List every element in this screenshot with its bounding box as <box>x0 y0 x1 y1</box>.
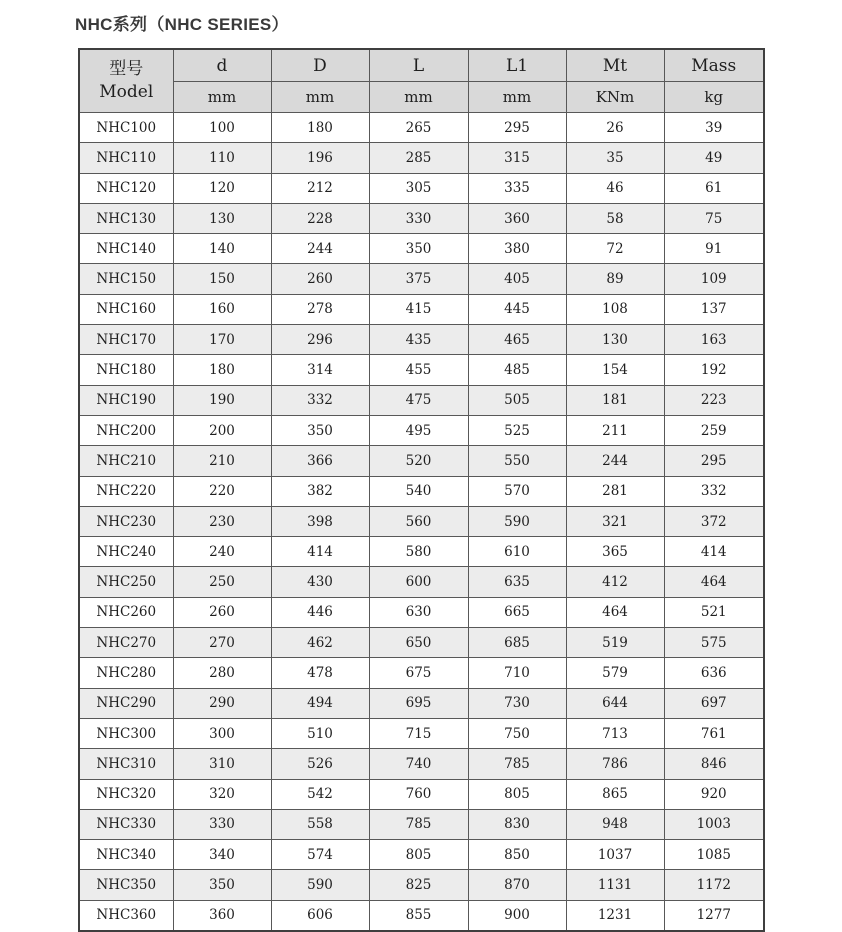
value-cell: 212 <box>271 173 369 203</box>
table-row <box>79 658 764 688</box>
value-cell: 570 <box>468 476 566 506</box>
value-cell: 761 <box>664 718 764 748</box>
col-unit-Mt: KNm <box>566 82 664 113</box>
value-cell: 630 <box>369 597 468 627</box>
value-cell: 430 <box>271 567 369 597</box>
table-row <box>79 597 764 627</box>
value-cell: 865 <box>566 779 664 809</box>
value-cell: 475 <box>369 385 468 415</box>
value-cell: 58 <box>566 203 664 233</box>
value-cell: 244 <box>271 234 369 264</box>
model-cell: NHC250 <box>79 567 173 597</box>
value-cell: 415 <box>369 294 468 324</box>
model-cell: NHC220 <box>79 476 173 506</box>
value-cell: 414 <box>664 537 764 567</box>
value-cell: 305 <box>369 173 468 203</box>
value-cell: 310 <box>173 749 271 779</box>
value-cell: 285 <box>369 143 468 173</box>
value-cell: 350 <box>173 870 271 900</box>
value-cell: 192 <box>664 355 764 385</box>
value-cell: 350 <box>369 234 468 264</box>
value-cell: 412 <box>566 567 664 597</box>
value-cell: 478 <box>271 658 369 688</box>
value-cell: 365 <box>566 537 664 567</box>
value-cell: 590 <box>468 506 566 536</box>
table-row <box>79 294 764 324</box>
value-cell: 464 <box>566 597 664 627</box>
value-cell: 521 <box>664 597 764 627</box>
value-cell: 435 <box>369 325 468 355</box>
value-cell: 446 <box>271 597 369 627</box>
model-cell: NHC100 <box>79 113 173 143</box>
value-cell: 405 <box>468 264 566 294</box>
value-cell: 1037 <box>566 840 664 870</box>
value-cell: 675 <box>369 658 468 688</box>
model-cell: NHC140 <box>79 234 173 264</box>
table-row <box>79 809 764 839</box>
header-unit-row <box>79 82 764 113</box>
table-row <box>79 264 764 294</box>
value-cell: 330 <box>173 809 271 839</box>
col-unit-d: mm <box>173 82 271 113</box>
value-cell: 315 <box>468 143 566 173</box>
value-cell: 1085 <box>664 840 764 870</box>
value-cell: 350 <box>271 415 369 445</box>
value-cell: 695 <box>369 688 468 718</box>
value-cell: 785 <box>369 809 468 839</box>
table-row <box>79 476 764 506</box>
value-cell: 210 <box>173 446 271 476</box>
value-cell: 330 <box>369 203 468 233</box>
value-cell: 91 <box>664 234 764 264</box>
value-cell: 332 <box>271 385 369 415</box>
value-cell: 665 <box>468 597 566 627</box>
table-row <box>79 385 764 415</box>
model-cell: NHC270 <box>79 628 173 658</box>
value-cell: 296 <box>271 325 369 355</box>
value-cell: 855 <box>369 900 468 931</box>
table-row <box>79 628 764 658</box>
value-cell: 290 <box>173 688 271 718</box>
value-cell: 137 <box>664 294 764 324</box>
value-cell: 380 <box>468 234 566 264</box>
value-cell: 505 <box>468 385 566 415</box>
value-cell: 464 <box>664 567 764 597</box>
value-cell: 575 <box>664 628 764 658</box>
value-cell: 250 <box>173 567 271 597</box>
value-cell: 180 <box>173 355 271 385</box>
model-cell: NHC230 <box>79 506 173 536</box>
col-unit-Mass: kg <box>664 82 764 113</box>
value-cell: 130 <box>173 203 271 233</box>
value-cell: 270 <box>173 628 271 658</box>
value-cell: 560 <box>369 506 468 536</box>
table-row <box>79 718 764 748</box>
value-cell: 360 <box>173 900 271 931</box>
value-cell: 228 <box>271 203 369 233</box>
table-row <box>79 749 764 779</box>
value-cell: 1131 <box>566 870 664 900</box>
value-cell: 760 <box>369 779 468 809</box>
col-header-Mt: Mt <box>566 49 664 82</box>
model-header-en: Model <box>99 82 154 102</box>
value-cell: 805 <box>468 779 566 809</box>
value-cell: 130 <box>566 325 664 355</box>
value-cell: 260 <box>173 597 271 627</box>
value-cell: 211 <box>566 415 664 445</box>
value-cell: 825 <box>369 870 468 900</box>
model-cell: NHC160 <box>79 294 173 324</box>
model-cell: NHC330 <box>79 809 173 839</box>
value-cell: 110 <box>173 143 271 173</box>
value-cell: 295 <box>664 446 764 476</box>
value-cell: 455 <box>369 355 468 385</box>
table-row <box>79 688 764 718</box>
value-cell: 100 <box>173 113 271 143</box>
value-cell: 713 <box>566 718 664 748</box>
table-row <box>79 537 764 567</box>
table-row <box>79 203 764 233</box>
value-cell: 740 <box>369 749 468 779</box>
value-cell: 26 <box>566 113 664 143</box>
value-cell: 1231 <box>566 900 664 931</box>
value-cell: 730 <box>468 688 566 718</box>
value-cell: 494 <box>271 688 369 718</box>
model-cell: NHC200 <box>79 415 173 445</box>
value-cell: 260 <box>271 264 369 294</box>
value-cell: 320 <box>173 779 271 809</box>
value-cell: 785 <box>468 749 566 779</box>
table-row <box>79 415 764 445</box>
value-cell: 140 <box>173 234 271 264</box>
value-cell: 870 <box>468 870 566 900</box>
model-cell: NHC210 <box>79 446 173 476</box>
value-cell: 230 <box>173 506 271 536</box>
value-cell: 510 <box>271 718 369 748</box>
model-cell: NHC180 <box>79 355 173 385</box>
table-row <box>79 567 764 597</box>
value-cell: 372 <box>664 506 764 536</box>
value-cell: 830 <box>468 809 566 839</box>
value-cell: 644 <box>566 688 664 718</box>
value-cell: 540 <box>369 476 468 506</box>
value-cell: 39 <box>664 113 764 143</box>
table-row <box>79 446 764 476</box>
col-unit-L: mm <box>369 82 468 113</box>
model-cell: NHC280 <box>79 658 173 688</box>
col-header-d: d <box>173 49 271 82</box>
table-header <box>79 49 764 113</box>
value-cell: 580 <box>369 537 468 567</box>
model-cell: NHC110 <box>79 143 173 173</box>
value-cell: 314 <box>271 355 369 385</box>
value-cell: 180 <box>271 113 369 143</box>
table-row <box>79 779 764 809</box>
table-row <box>79 840 764 870</box>
value-cell: 281 <box>566 476 664 506</box>
value-cell: 710 <box>468 658 566 688</box>
value-cell: 579 <box>566 658 664 688</box>
value-cell: 61 <box>664 173 764 203</box>
value-cell: 35 <box>566 143 664 173</box>
value-cell: 321 <box>566 506 664 536</box>
value-cell: 697 <box>664 688 764 718</box>
value-cell: 520 <box>369 446 468 476</box>
spec-table <box>78 48 765 932</box>
model-cell: NHC120 <box>79 173 173 203</box>
model-cell: NHC350 <box>79 870 173 900</box>
col-header-L: L <box>369 49 468 82</box>
value-cell: 398 <box>271 506 369 536</box>
value-cell: 163 <box>664 325 764 355</box>
value-cell: 196 <box>271 143 369 173</box>
model-header-cn: 型号 <box>109 59 144 80</box>
value-cell: 850 <box>468 840 566 870</box>
table-row <box>79 234 764 264</box>
value-cell: 750 <box>468 718 566 748</box>
value-cell: 465 <box>468 325 566 355</box>
value-cell: 120 <box>173 173 271 203</box>
value-cell: 550 <box>468 446 566 476</box>
value-cell: 160 <box>173 294 271 324</box>
value-cell: 240 <box>173 537 271 567</box>
model-cell: NHC260 <box>79 597 173 627</box>
model-cell: NHC150 <box>79 264 173 294</box>
col-unit-D: mm <box>271 82 369 113</box>
col-header-L1: L1 <box>468 49 566 82</box>
table-body <box>79 113 764 932</box>
col-header-D: D <box>271 49 369 82</box>
model-cell: NHC320 <box>79 779 173 809</box>
value-cell: 900 <box>468 900 566 931</box>
value-cell: 574 <box>271 840 369 870</box>
value-cell: 295 <box>468 113 566 143</box>
header-label-row <box>79 49 764 82</box>
value-cell: 220 <box>173 476 271 506</box>
model-header <box>79 49 173 113</box>
value-cell: 200 <box>173 415 271 445</box>
value-cell: 108 <box>566 294 664 324</box>
value-cell: 920 <box>664 779 764 809</box>
value-cell: 190 <box>173 385 271 415</box>
col-unit-L1: mm <box>468 82 566 113</box>
model-cell: NHC240 <box>79 537 173 567</box>
model-cell: NHC360 <box>79 900 173 931</box>
value-cell: 366 <box>271 446 369 476</box>
value-cell: 650 <box>369 628 468 658</box>
value-cell: 181 <box>566 385 664 415</box>
model-cell: NHC300 <box>79 718 173 748</box>
value-cell: 154 <box>566 355 664 385</box>
value-cell: 610 <box>468 537 566 567</box>
value-cell: 715 <box>369 718 468 748</box>
value-cell: 46 <box>566 173 664 203</box>
value-cell: 635 <box>468 567 566 597</box>
model-cell: NHC310 <box>79 749 173 779</box>
value-cell: 786 <box>566 749 664 779</box>
value-cell: 445 <box>468 294 566 324</box>
value-cell: 414 <box>271 537 369 567</box>
value-cell: 280 <box>173 658 271 688</box>
value-cell: 462 <box>271 628 369 658</box>
value-cell: 265 <box>369 113 468 143</box>
value-cell: 72 <box>566 234 664 264</box>
value-cell: 300 <box>173 718 271 748</box>
page-title: NHC系列（NHC SERIES） <box>75 15 289 34</box>
value-cell: 590 <box>271 870 369 900</box>
value-cell: 485 <box>468 355 566 385</box>
table-row <box>79 870 764 900</box>
value-cell: 89 <box>566 264 664 294</box>
value-cell: 244 <box>566 446 664 476</box>
value-cell: 340 <box>173 840 271 870</box>
value-cell: 846 <box>664 749 764 779</box>
value-cell: 1003 <box>664 809 764 839</box>
value-cell: 170 <box>173 325 271 355</box>
model-cell: NHC290 <box>79 688 173 718</box>
value-cell: 519 <box>566 628 664 658</box>
value-cell: 525 <box>468 415 566 445</box>
table-row <box>79 506 764 536</box>
value-cell: 805 <box>369 840 468 870</box>
value-cell: 685 <box>468 628 566 658</box>
value-cell: 542 <box>271 779 369 809</box>
table-row <box>79 143 764 173</box>
value-cell: 526 <box>271 749 369 779</box>
table-row <box>79 355 764 385</box>
value-cell: 75 <box>664 203 764 233</box>
value-cell: 558 <box>271 809 369 839</box>
value-cell: 636 <box>664 658 764 688</box>
table-row <box>79 113 764 143</box>
value-cell: 223 <box>664 385 764 415</box>
table-row <box>79 173 764 203</box>
value-cell: 1277 <box>664 900 764 931</box>
model-cell: NHC130 <box>79 203 173 233</box>
value-cell: 948 <box>566 809 664 839</box>
table-row <box>79 325 764 355</box>
value-cell: 259 <box>664 415 764 445</box>
value-cell: 49 <box>664 143 764 173</box>
value-cell: 360 <box>468 203 566 233</box>
value-cell: 332 <box>664 476 764 506</box>
value-cell: 495 <box>369 415 468 445</box>
value-cell: 600 <box>369 567 468 597</box>
value-cell: 335 <box>468 173 566 203</box>
col-header-Mass: Mass <box>664 49 764 82</box>
value-cell: 375 <box>369 264 468 294</box>
value-cell: 278 <box>271 294 369 324</box>
model-cell: NHC190 <box>79 385 173 415</box>
value-cell: 1172 <box>664 870 764 900</box>
value-cell: 606 <box>271 900 369 931</box>
value-cell: 109 <box>664 264 764 294</box>
value-cell: 150 <box>173 264 271 294</box>
model-cell: NHC170 <box>79 325 173 355</box>
model-cell: NHC340 <box>79 840 173 870</box>
value-cell: 382 <box>271 476 369 506</box>
